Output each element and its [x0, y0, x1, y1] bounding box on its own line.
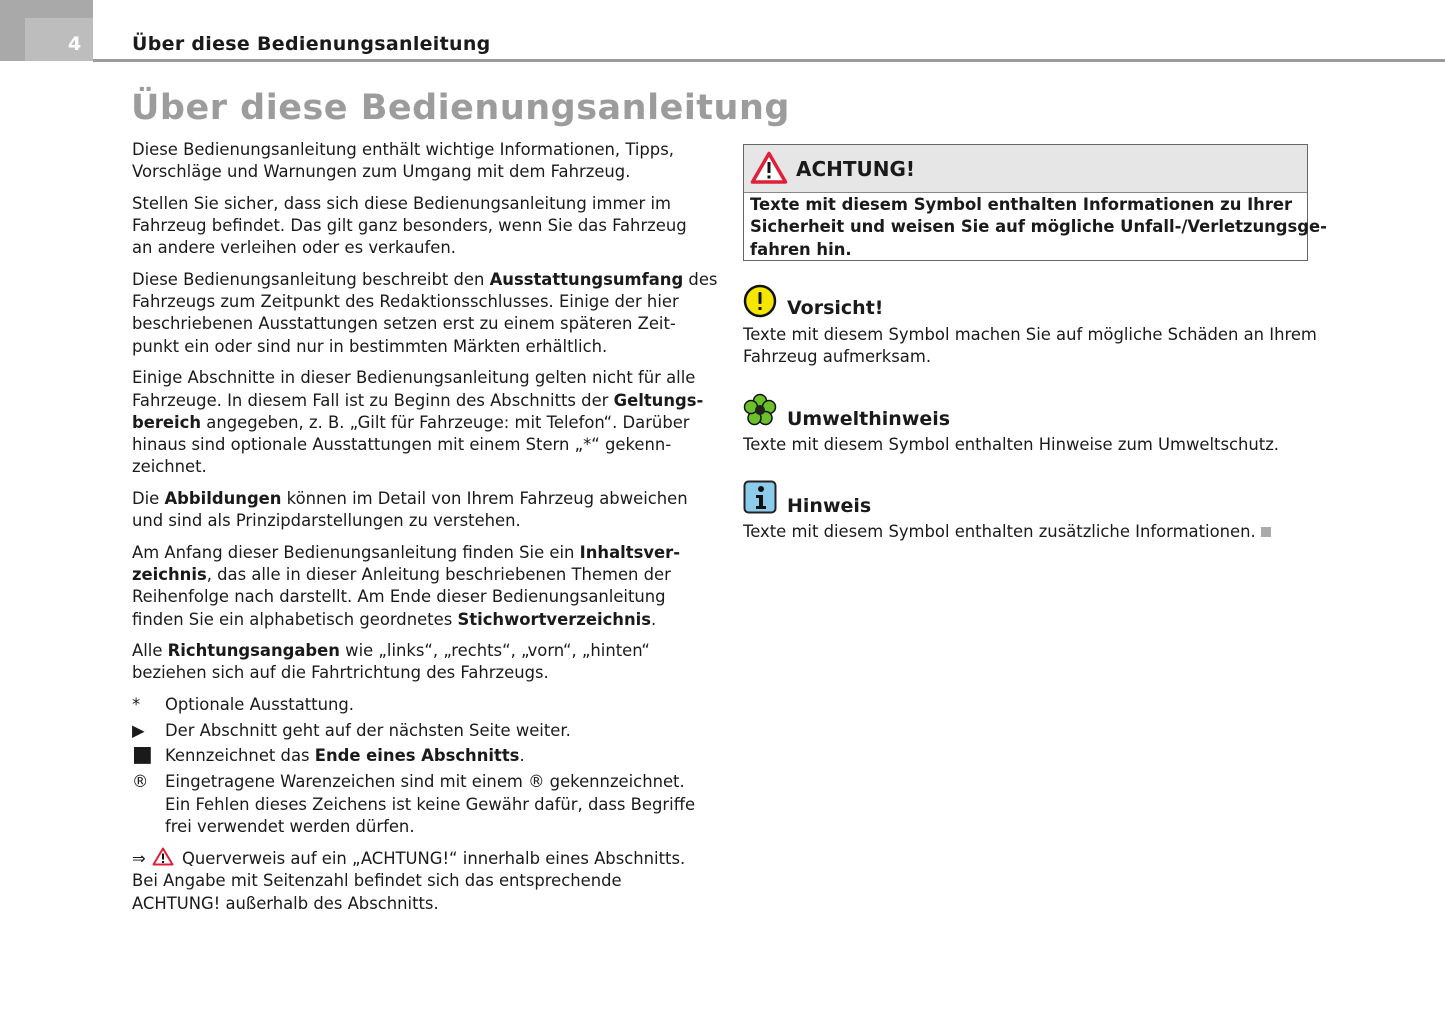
- emphasis: Geltungs-: [613, 390, 704, 410]
- text-line: [132, 586, 712, 608]
- warning-title: ACHTUNG!: [796, 157, 916, 181]
- text-line: [132, 564, 712, 586]
- text-segment: Am Anfang dieser Bedienungsanleitung finden Sie ein: [132, 542, 580, 562]
- text-segment: punkt ein oder sind nur in bestimmten Märkten erhältlich.: [132, 336, 608, 356]
- note-title: Umwelthinweis: [787, 408, 951, 430]
- text-line: [132, 390, 712, 412]
- legend-item: [132, 771, 712, 838]
- info-icon: [743, 480, 777, 514]
- text-segment: , das alle in dieser Anleitung beschriebenen Themen der: [206, 564, 671, 584]
- text-segment: Einige Abschnitte in dieser Bedienungsanleitung gelten nicht für alle: [132, 368, 696, 388]
- text-line: [165, 816, 712, 838]
- body-paragraphs: [132, 139, 718, 685]
- legend-marker-icon: ■: [132, 742, 153, 768]
- text-segment: hinaus sind optionale Ausstattungen mit einem Stern „*“ gekenn-: [132, 435, 672, 455]
- text-segment: Stellen Sie sicher, dass sich diese Bedienungsanleitung immer im: [132, 193, 671, 213]
- left-column: [132, 139, 718, 924]
- warning-line: Texte mit diesem Symbol enthalten Informationen zu Ihrer: [750, 195, 1293, 214]
- text-line: [165, 771, 712, 793]
- text-segment: Fahrzeugs zum Zeitpunkt des Redaktionsschlusses. Einige der hier: [132, 292, 679, 312]
- legend-item: [132, 694, 712, 716]
- arrow-icon: ⇒: [132, 849, 146, 869]
- text-line: [132, 412, 712, 434]
- text-segment: Die: [132, 488, 165, 508]
- text-segment: Eingetragene Warenzeichen sind mit einem ® gekennzeichnet.: [165, 772, 685, 792]
- note-text: Texte mit diesem Symbol machen Sie auf mögliche Schäden an Ihrem Fahrzeug aufmerksam.: [743, 325, 1317, 367]
- emphasis: bereich: [132, 412, 202, 432]
- text-segment: .: [651, 609, 657, 629]
- text-segment: .: [519, 746, 525, 766]
- text-line: [132, 662, 712, 684]
- legend-marker-icon: ▶: [132, 720, 145, 740]
- text-line: [132, 542, 712, 564]
- paragraph: [132, 488, 712, 533]
- end-of-section-icon: [1261, 527, 1271, 537]
- text-segment: Ein Fehlen dieses Zeichens ist keine Gewähr dafür, dass Begriffe: [165, 794, 696, 814]
- text-line: [132, 269, 718, 291]
- text-segment: Vorschläge und Warnungen zum Umgang mit dem Fahrzeug.: [132, 162, 631, 182]
- paragraph: [132, 542, 712, 631]
- text-line: [132, 161, 712, 183]
- text-line: [165, 794, 712, 816]
- symbol-legend: [132, 694, 712, 838]
- text-segment: Alle: [132, 641, 168, 661]
- note-text: Texte mit diesem Symbol enthalten Hinweise zum Umweltschutz.: [743, 435, 1280, 454]
- text-segment: Kennzeichnet das: [165, 746, 315, 766]
- warning-text: [744, 193, 1327, 262]
- text-line: [132, 193, 712, 215]
- crossref-text: Querverweis auf ein „ACHTUNG!“ innerhalb eines Abschnitts.: [181, 849, 686, 869]
- paragraph: [132, 193, 712, 260]
- legend-item: [132, 742, 712, 768]
- text-line: [132, 336, 712, 358]
- text-line: [132, 456, 712, 478]
- warning-box: [743, 144, 1327, 261]
- note-title: Vorsicht!: [787, 297, 884, 319]
- text-segment: finden Sie ein alphabetisch geordnetes: [132, 609, 458, 629]
- text-segment: Optionale Ausstattung.: [165, 694, 354, 714]
- warning-triangle-icon: [152, 847, 174, 866]
- text-line: [165, 745, 712, 767]
- paragraph: [132, 640, 712, 685]
- text-segment: Fahrzeuge. In diesem Fall ist zu Beginn des Abschnitts der: [132, 390, 614, 410]
- text-line: [132, 510, 712, 532]
- warning-line: fahren hin.: [750, 239, 852, 259]
- header-rule: [93, 59, 1445, 62]
- legend-item: [132, 720, 712, 742]
- text-line: [132, 488, 712, 510]
- emphasis: Abbildungen: [164, 488, 282, 508]
- running-title: Über diese Bedienungsanleitung: [132, 33, 491, 55]
- text-segment: beschriebenen Ausstattungen setzen erst zu einem späteren Zeit-: [132, 314, 676, 334]
- text-segment: Reihenfolge nach darstellt. Am Ende dieser Bedienungsanleitung: [132, 587, 666, 607]
- text-segment: beziehen sich auf die Fahrtrichtung des Fahrzeugs.: [132, 663, 549, 683]
- emphasis: Ende eines Abschnitts: [314, 746, 520, 766]
- legend-marker-icon: *: [132, 694, 141, 714]
- text-segment: wie „links“, „rechts“, „vorn“, „hinten“: [339, 641, 650, 661]
- warning-line: Sicherheit und weisen Sie auf mögliche Unfall-/Verletzungsge-: [750, 217, 1327, 237]
- text-line: [132, 609, 712, 631]
- note-title: Hinweis: [787, 495, 872, 517]
- crossref-paragraph: [132, 847, 712, 915]
- text-line: [132, 434, 712, 456]
- text-line: [165, 720, 712, 742]
- text-line: [132, 640, 712, 662]
- text-segment: können im Detail von Ihrem Fahrzeug abweichen: [281, 488, 688, 508]
- paragraph: [132, 367, 712, 478]
- text-line: [132, 313, 712, 335]
- text-line: [132, 139, 712, 161]
- caution-icon: [743, 284, 777, 318]
- emphasis: Richtungsangaben: [167, 641, 340, 661]
- text-segment: Fahrzeug befindet. Das gilt ganz besonders, wenn Sie das Fahrzeug: [132, 216, 687, 236]
- text-segment: angegeben, z. B. „Gilt für Fahrzeuge: mit Telefon“. Darüber: [201, 412, 690, 432]
- text-line: [132, 215, 712, 237]
- environment-flower-icon: [743, 393, 777, 427]
- emphasis: Stichwortverzeichnis: [457, 609, 652, 629]
- text-line: [132, 291, 712, 313]
- emphasis: zeichnis: [132, 564, 207, 584]
- note-text: Texte mit diesem Symbol enthalten zusätzliche Informationen.: [743, 521, 1271, 543]
- text-line: [165, 694, 712, 716]
- page-tab-inner: [25, 18, 93, 61]
- warning-header: [744, 145, 1307, 193]
- emphasis: Inhaltsver-: [579, 542, 681, 562]
- page-title: Über diese Bedienungsanleitung: [131, 88, 790, 128]
- text-line: [132, 367, 712, 389]
- crossref-text: ACHTUNG! außerhalb des Abschnitts.: [132, 893, 439, 913]
- text-line: [132, 237, 712, 259]
- legend-marker-icon: ®: [132, 772, 149, 792]
- text-segment: an andere verleihen oder es verkaufen.: [132, 238, 456, 258]
- text-segment: Diese Bedienungsanleitung beschreibt den: [132, 269, 490, 289]
- text-segment: Diese Bedienungsanleitung enthält wichtige Informationen, Tipps,: [132, 140, 674, 159]
- paragraph: [132, 139, 712, 184]
- emphasis: Ausstattungsumfang: [489, 269, 684, 289]
- text-segment: des: [683, 269, 718, 289]
- text-segment: Der Abschnitt geht auf der nächsten Seite weiter.: [165, 720, 571, 740]
- paragraph: [132, 269, 718, 358]
- crossref-text: Bei Angabe mit Seitenzahl befindet sich das entsprechende: [132, 871, 622, 891]
- warning-triangle-icon: [750, 151, 788, 185]
- page-number: 4: [68, 33, 82, 55]
- text-segment: und sind als Prinzipdarstellungen zu verstehen.: [132, 511, 521, 531]
- text-segment: frei verwendet werden dürfen.: [165, 816, 415, 836]
- text-segment: zeichnet.: [132, 457, 207, 477]
